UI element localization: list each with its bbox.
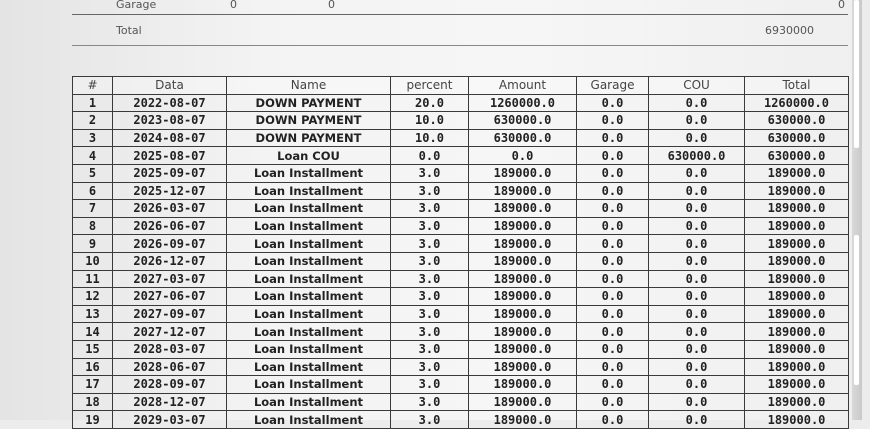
- cell-garage: 0.0: [577, 393, 649, 411]
- cell-date: 2022-08-07: [113, 94, 227, 112]
- cell-total: 189000.0: [745, 376, 849, 394]
- cell-garage: 0.0: [577, 235, 649, 253]
- header-amount: Amount: [469, 77, 577, 95]
- cell-number: 5: [73, 164, 113, 182]
- cell-cou: 0.0: [649, 358, 745, 376]
- cell-number: 12: [73, 288, 113, 306]
- cell-percent: 3.0: [391, 235, 469, 253]
- cell-date: 2027-12-07: [113, 323, 227, 341]
- cell-date: 2026-06-07: [113, 217, 227, 235]
- cell-amount: 189000.0: [469, 270, 577, 288]
- header-total: Total: [745, 77, 849, 95]
- cell-cou: 0.0: [649, 270, 745, 288]
- cell-percent: 3.0: [391, 252, 469, 270]
- table-row: [73, 358, 849, 376]
- cell-name: Loan Installment: [227, 358, 391, 376]
- cell-cou: 0.0: [649, 129, 745, 147]
- table-row: [73, 252, 849, 270]
- header-date: Data: [113, 77, 227, 95]
- cell-name: DOWN PAYMENT: [227, 94, 391, 112]
- cell-number: 14: [73, 323, 113, 341]
- summary-garage-value-3: 0: [838, 0, 845, 11]
- cell-amount: 189000.0: [469, 358, 577, 376]
- cell-cou: 0.0: [649, 393, 745, 411]
- cell-name: Loan Installment: [227, 217, 391, 235]
- cell-amount: 0.0: [469, 147, 577, 165]
- cell-date: 2024-08-07: [113, 129, 227, 147]
- table-row: [73, 217, 849, 235]
- cell-number: 15: [73, 340, 113, 358]
- cell-cou: 0.0: [649, 112, 745, 130]
- cell-percent: 3.0: [391, 323, 469, 341]
- cell-garage: 0.0: [577, 112, 649, 130]
- table-row: [73, 94, 849, 112]
- cell-date: 2029-03-07: [113, 411, 227, 429]
- cell-garage: 0.0: [577, 288, 649, 306]
- cell-garage: 0.0: [577, 323, 649, 341]
- cell-cou: 0.0: [649, 323, 745, 341]
- cell-cou: 0.0: [649, 305, 745, 323]
- cell-percent: 3.0: [391, 164, 469, 182]
- cell-total: 1260000.0: [745, 94, 849, 112]
- cell-cou: 0.0: [649, 288, 745, 306]
- cell-garage: 0.0: [577, 340, 649, 358]
- cell-date: 2025-08-07: [113, 147, 227, 165]
- cell-date: 2028-09-07: [113, 376, 227, 394]
- cell-cou: 0.0: [649, 376, 745, 394]
- cell-date: 2027-06-07: [113, 288, 227, 306]
- cell-total: 189000.0: [745, 270, 849, 288]
- cell-name: Loan Installment: [227, 235, 391, 253]
- cell-date: 2028-03-07: [113, 340, 227, 358]
- cell-date: 2025-12-07: [113, 182, 227, 200]
- cell-cou: 0.0: [649, 182, 745, 200]
- cell-cou: 630000.0: [649, 147, 745, 165]
- cell-percent: 3.0: [391, 411, 469, 429]
- table-row: [73, 129, 849, 147]
- header-percent: percent: [391, 77, 469, 95]
- cell-amount: 189000.0: [469, 235, 577, 253]
- cell-garage: 0.0: [577, 411, 649, 429]
- header-garage: Garage: [577, 77, 649, 95]
- cell-amount: 189000.0: [469, 200, 577, 218]
- cell-name: Loan Installment: [227, 288, 391, 306]
- cell-number: 17: [73, 376, 113, 394]
- summary-total-value: 6930000: [765, 24, 814, 37]
- cell-number: 10: [73, 252, 113, 270]
- cell-total: 189000.0: [745, 252, 849, 270]
- cell-number: 8: [73, 217, 113, 235]
- cell-garage: 0.0: [577, 164, 649, 182]
- cell-total: 189000.0: [745, 305, 849, 323]
- cell-number: 6: [73, 182, 113, 200]
- cell-percent: 3.0: [391, 376, 469, 394]
- header-name: Name: [227, 77, 391, 95]
- cell-name: Loan Installment: [227, 182, 391, 200]
- summary-garage-row: [72, 0, 847, 12]
- cell-number: 9: [73, 235, 113, 253]
- cell-number: 18: [73, 393, 113, 411]
- cell-total: 630000.0: [745, 129, 849, 147]
- cell-name: DOWN PAYMENT: [227, 129, 391, 147]
- cell-number: 13: [73, 305, 113, 323]
- cell-date: 2023-08-07: [113, 112, 227, 130]
- cell-garage: 0.0: [577, 358, 649, 376]
- cell-number: 7: [73, 200, 113, 218]
- cell-date: 2026-12-07: [113, 252, 227, 270]
- cell-amount: 189000.0: [469, 217, 577, 235]
- cell-total: 630000.0: [745, 147, 849, 165]
- cell-total: 189000.0: [745, 164, 849, 182]
- cell-percent: 3.0: [391, 182, 469, 200]
- cell-number: 3: [73, 129, 113, 147]
- cell-name: Loan Installment: [227, 164, 391, 182]
- cell-garage: 0.0: [577, 94, 649, 112]
- cell-garage: 0.0: [577, 182, 649, 200]
- cell-cou: 0.0: [649, 164, 745, 182]
- table-row: [73, 200, 849, 218]
- summary-garage-value-2: 0: [328, 0, 335, 11]
- page-edge-highlight: [854, 0, 859, 148]
- cell-garage: 0.0: [577, 305, 649, 323]
- cell-total: 189000.0: [745, 393, 849, 411]
- cell-name: Loan Installment: [227, 340, 391, 358]
- table-row: [73, 305, 849, 323]
- cell-percent: 3.0: [391, 288, 469, 306]
- cell-garage: 0.0: [577, 129, 649, 147]
- cell-percent: 0.0: [391, 147, 469, 165]
- cell-percent: 3.0: [391, 270, 469, 288]
- table-row: [73, 323, 849, 341]
- cell-amount: 189000.0: [469, 288, 577, 306]
- cell-name: Loan Installment: [227, 376, 391, 394]
- cell-percent: 3.0: [391, 217, 469, 235]
- cell-amount: 630000.0: [469, 129, 577, 147]
- table-row: [73, 376, 849, 394]
- table-row: [73, 270, 849, 288]
- cell-name: Loan Installment: [227, 200, 391, 218]
- cell-number: 2: [73, 112, 113, 130]
- cell-percent: 3.0: [391, 358, 469, 376]
- cell-amount: 189000.0: [469, 411, 577, 429]
- table-header-row: [73, 77, 849, 95]
- cell-amount: 189000.0: [469, 252, 577, 270]
- cell-name: DOWN PAYMENT: [227, 112, 391, 130]
- cell-cou: 0.0: [649, 411, 745, 429]
- cell-name: Loan Installment: [227, 270, 391, 288]
- cell-total: 189000.0: [745, 235, 849, 253]
- page-edge-highlight: [854, 235, 859, 385]
- cell-garage: 0.0: [577, 147, 649, 165]
- cell-name: Loan Installment: [227, 252, 391, 270]
- cell-date: 2026-09-07: [113, 235, 227, 253]
- cell-number: 1: [73, 94, 113, 112]
- cell-number: 4: [73, 147, 113, 165]
- cell-number: 11: [73, 270, 113, 288]
- cell-date: 2027-03-07: [113, 270, 227, 288]
- cell-date: 2027-09-07: [113, 305, 227, 323]
- cell-cou: 0.0: [649, 94, 745, 112]
- table-row: [73, 340, 849, 358]
- table-row: [73, 147, 849, 165]
- cell-total: 189000.0: [745, 340, 849, 358]
- cell-total: 189000.0: [745, 288, 849, 306]
- cell-percent: 10.0: [391, 129, 469, 147]
- summary-total-label: Total: [116, 24, 142, 37]
- table-row: [73, 112, 849, 130]
- cell-amount: 189000.0: [469, 305, 577, 323]
- cell-total: 189000.0: [745, 182, 849, 200]
- cell-total: 189000.0: [745, 217, 849, 235]
- summary-garage-label: Garage: [116, 0, 157, 11]
- table-row: [73, 235, 849, 253]
- cell-name: Loan Installment: [227, 323, 391, 341]
- cell-percent: 3.0: [391, 393, 469, 411]
- cell-name: Loan Installment: [227, 411, 391, 429]
- summary-block: [72, 0, 847, 12]
- table-row: [73, 182, 849, 200]
- table-row: [73, 393, 849, 411]
- header-cou: COU: [649, 77, 745, 95]
- summary-divider-top: [72, 14, 848, 15]
- cell-name: Loan Installment: [227, 393, 391, 411]
- cell-date: 2025-09-07: [113, 164, 227, 182]
- summary-garage-value-1: 0: [230, 0, 237, 11]
- cell-garage: 0.0: [577, 200, 649, 218]
- cell-total: 189000.0: [745, 358, 849, 376]
- cell-amount: 1260000.0: [469, 94, 577, 112]
- cell-amount: 189000.0: [469, 393, 577, 411]
- cell-amount: 630000.0: [469, 112, 577, 130]
- cell-percent: 3.0: [391, 200, 469, 218]
- cell-cou: 0.0: [649, 200, 745, 218]
- cell-cou: 0.0: [649, 340, 745, 358]
- cell-percent: 3.0: [391, 305, 469, 323]
- table-row: [73, 288, 849, 306]
- cell-name: Loan COU: [227, 147, 391, 165]
- cell-amount: 189000.0: [469, 323, 577, 341]
- cell-percent: 10.0: [391, 112, 469, 130]
- cell-garage: 0.0: [577, 217, 649, 235]
- cell-total: 189000.0: [745, 411, 849, 429]
- cell-cou: 0.0: [649, 217, 745, 235]
- cell-garage: 0.0: [577, 252, 649, 270]
- cell-number: 16: [73, 358, 113, 376]
- cell-cou: 0.0: [649, 252, 745, 270]
- cell-number: 19: [73, 411, 113, 429]
- cell-amount: 189000.0: [469, 376, 577, 394]
- cell-date: 2028-06-07: [113, 358, 227, 376]
- cell-percent: 3.0: [391, 340, 469, 358]
- cell-total: 189000.0: [745, 323, 849, 341]
- table-row: [73, 164, 849, 182]
- cell-date: 2026-03-07: [113, 200, 227, 218]
- cell-amount: 189000.0: [469, 164, 577, 182]
- summary-divider-bottom: [72, 45, 848, 46]
- cell-date: 2028-12-07: [113, 393, 227, 411]
- cell-amount: 189000.0: [469, 340, 577, 358]
- cell-cou: 0.0: [649, 235, 745, 253]
- payment-schedule-table: [72, 76, 849, 429]
- cell-garage: 0.0: [577, 270, 649, 288]
- header-number: #: [73, 77, 113, 95]
- cell-amount: 189000.0: [469, 182, 577, 200]
- cell-garage: 0.0: [577, 376, 649, 394]
- cell-name: Loan Installment: [227, 305, 391, 323]
- cell-total: 630000.0: [745, 112, 849, 130]
- cell-percent: 20.0: [391, 94, 469, 112]
- cell-total: 189000.0: [745, 200, 849, 218]
